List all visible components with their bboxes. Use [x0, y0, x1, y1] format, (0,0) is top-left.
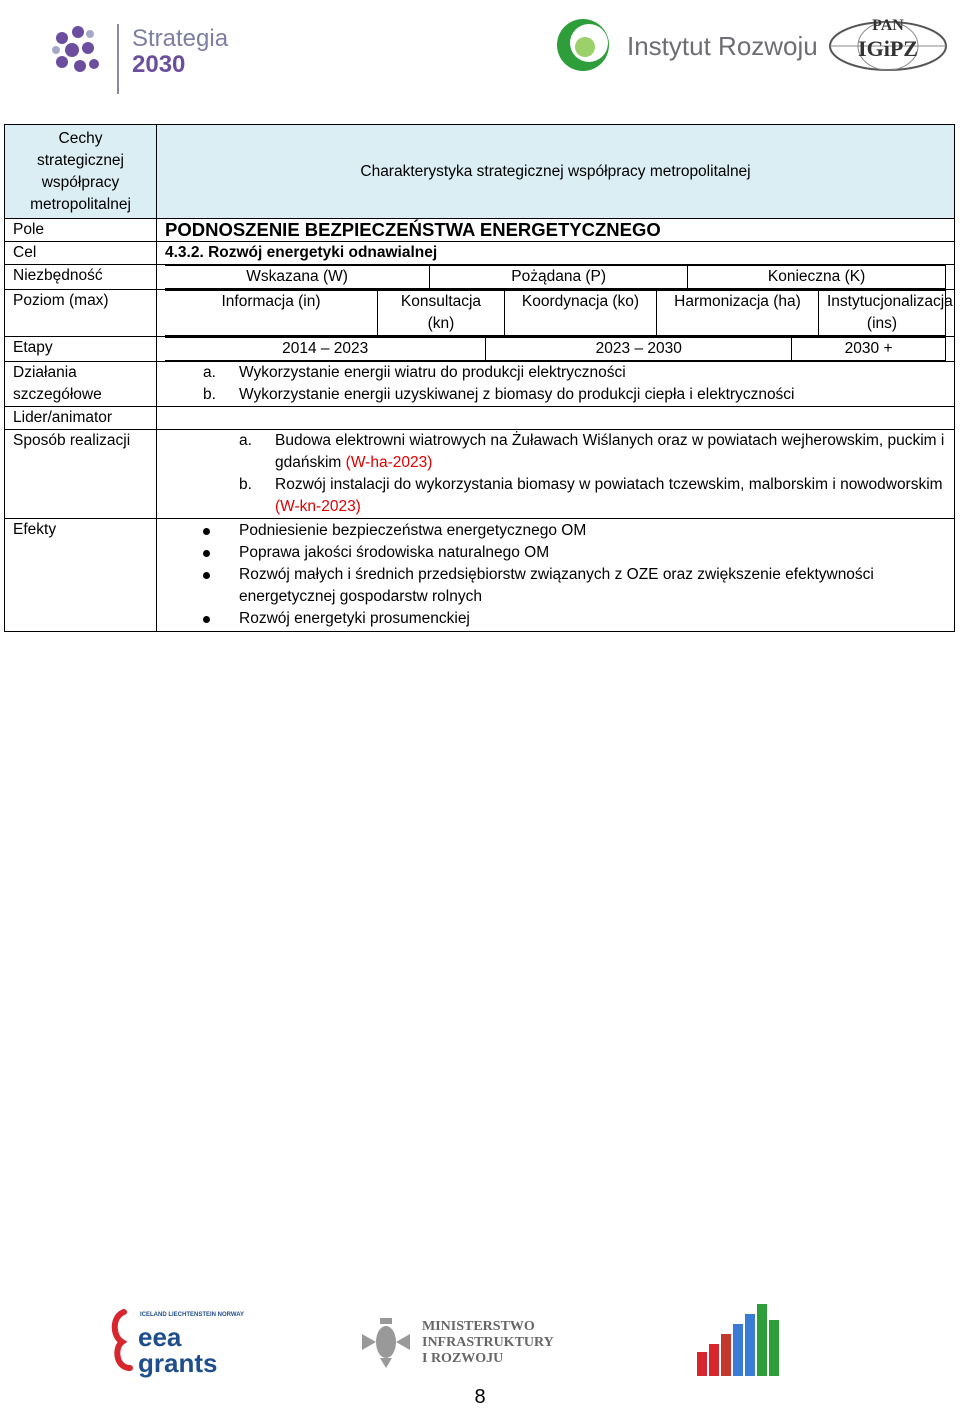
eea-grants-logo: [110, 1306, 245, 1378]
table-header-row: [5, 125, 955, 219]
poziom-konsultacja: Konsultacja (kn): [378, 291, 505, 336]
poziom-instytucjonalizacja: Instytucjonalizacja (ins): [819, 291, 946, 336]
header-right-text: Charakterystyka strategicznej współpracy metropolitalnej: [360, 162, 751, 180]
bullet-icon: [203, 616, 210, 623]
cel-row: [5, 242, 955, 265]
niezbednosc-row: [5, 265, 955, 290]
etapy-2030-plus: 2030 +: [792, 338, 946, 361]
ministry-line3: I ROZWOJU: [422, 1351, 504, 1366]
sposob-values: [157, 430, 955, 519]
poziom-harmonizacja: Harmonizacja (ha): [657, 291, 819, 336]
strategy-table: [4, 124, 955, 632]
dzialania-values: [157, 362, 955, 407]
list-item: [239, 430, 946, 474]
list-item: [239, 474, 946, 518]
cel-label: Cel: [5, 242, 157, 265]
poziom-values: [157, 290, 955, 337]
pole-row: [5, 219, 955, 242]
cel-value: 4.3.2. Rozwój energetyki odnawialnej: [157, 242, 955, 265]
priority-code: (W-ha-2023): [345, 454, 433, 471]
sposob-label: Sposób realizacji: [5, 430, 157, 519]
header-right-cell: [157, 125, 955, 219]
list-item: [165, 564, 946, 608]
lider-value: [157, 407, 955, 430]
instytut-text: Instytut Rozwoju: [627, 31, 818, 61]
list-item: [203, 384, 946, 406]
list-item-text: Rozwój instalacji do wykorzystania biomasy w powiatach tczewskim, malborskim i nowodworskim: [275, 476, 943, 493]
list-item-text: Wykorzystanie energii wiatru do produkcji elektryczności: [239, 364, 626, 381]
bullet-icon: [203, 550, 210, 557]
igipz-text: IGiPZ: [858, 36, 918, 61]
list-item-text: Budowa elektrowni wiatrowych na Żuławach Wiślanych oraz w powiatach wejherowskim, puckim i gdańskim: [275, 432, 945, 471]
list-item-text: Podniesienie bezpieczeństwa energetycznego OM: [239, 522, 587, 539]
poziom-label: Poziom (max): [5, 290, 157, 337]
niezbednosc-values: [157, 265, 955, 290]
list-item-text: Wykorzystanie energii uzyskiwanej z biomasy do produkcji ciepła i elektryczności: [239, 386, 795, 403]
poziom-koordynacja: Koordynacja (ko): [505, 291, 657, 336]
niezbednosc-label: Niezbędność: [5, 265, 157, 290]
bullet-icon: [203, 572, 210, 579]
eea-text: eea: [138, 1322, 182, 1352]
strategia-2030-logo: [50, 18, 230, 98]
ministry-line2: INFRASTRUKTURY: [422, 1335, 554, 1350]
list-item-text: Poprawa jakości środowiska naturalnego OM: [239, 544, 550, 561]
lider-label: Lider/animator: [5, 407, 157, 430]
lider-row: [5, 407, 955, 430]
list-marker: a.: [239, 432, 252, 449]
ministry-logo: [360, 1312, 554, 1372]
poziom-row: [5, 290, 955, 337]
list-item: [165, 542, 946, 564]
instytut-rozwoju-logo: [555, 15, 818, 77]
efekty-values: [157, 519, 955, 632]
pole-label: Pole: [5, 219, 157, 242]
etapy-2014-2023: 2014 – 2023: [165, 338, 486, 361]
list-item: [165, 608, 946, 630]
strategia-text: Strategia: [132, 25, 229, 52]
niezbednosc-konieczna: Konieczna (K): [688, 266, 946, 289]
sposob-row: [5, 430, 955, 519]
niezbednosc-wskazana: Wskazana (W): [165, 266, 430, 289]
strategia-year: 2030: [132, 51, 186, 78]
priority-code: (W-kn-2023): [275, 498, 361, 515]
header-left-cell: [5, 125, 157, 219]
eea-countries: ICELAND LIECHTENSTEIN NORWAY: [140, 1312, 245, 1318]
list-item: [165, 520, 946, 542]
dzialania-row: [5, 362, 955, 407]
header-left-text: Cechy strategicznej współpracy metropolitalnej: [30, 130, 131, 213]
dzialania-label: Działania szczegółowe: [5, 362, 157, 407]
list-marker: a.: [203, 364, 216, 381]
efekty-label: Efekty: [5, 519, 157, 632]
list-item-text: Rozwój małych i średnich przedsiębiorstw związanych z OZE oraz zwiększenie efektywności energetycznej gospodarstw rolnych: [239, 566, 874, 605]
pan-igipz-logo: [826, 12, 950, 72]
list-item-text: Rozwój energetyki prosumenckiej: [239, 610, 470, 627]
list-marker: b.: [203, 386, 216, 403]
pole-value: PODNOSZENIE BEZPIECZEŃSTWA ENERGETYCZNEGO: [157, 219, 955, 242]
etapy-values: [157, 337, 955, 362]
niezbednosc-pozadana: Pożądana (P): [430, 266, 688, 289]
page-number: 8: [474, 1386, 486, 1408]
ministry-line1: MINISTERSTWO: [422, 1319, 535, 1334]
bullet-icon: [203, 528, 210, 535]
pan-text: PAN: [872, 17, 904, 34]
etapy-label: Etapy: [5, 337, 157, 362]
city-skyline-logo: [695, 1300, 785, 1378]
etapy-2023-2030: 2023 – 2030: [486, 338, 792, 361]
etapy-row: [5, 337, 955, 362]
list-item: [203, 362, 946, 384]
list-marker: b.: [239, 476, 252, 493]
efekty-row: [5, 519, 955, 632]
grants-text: grants: [138, 1348, 218, 1378]
poziom-informacja: Informacja (in): [165, 291, 378, 336]
